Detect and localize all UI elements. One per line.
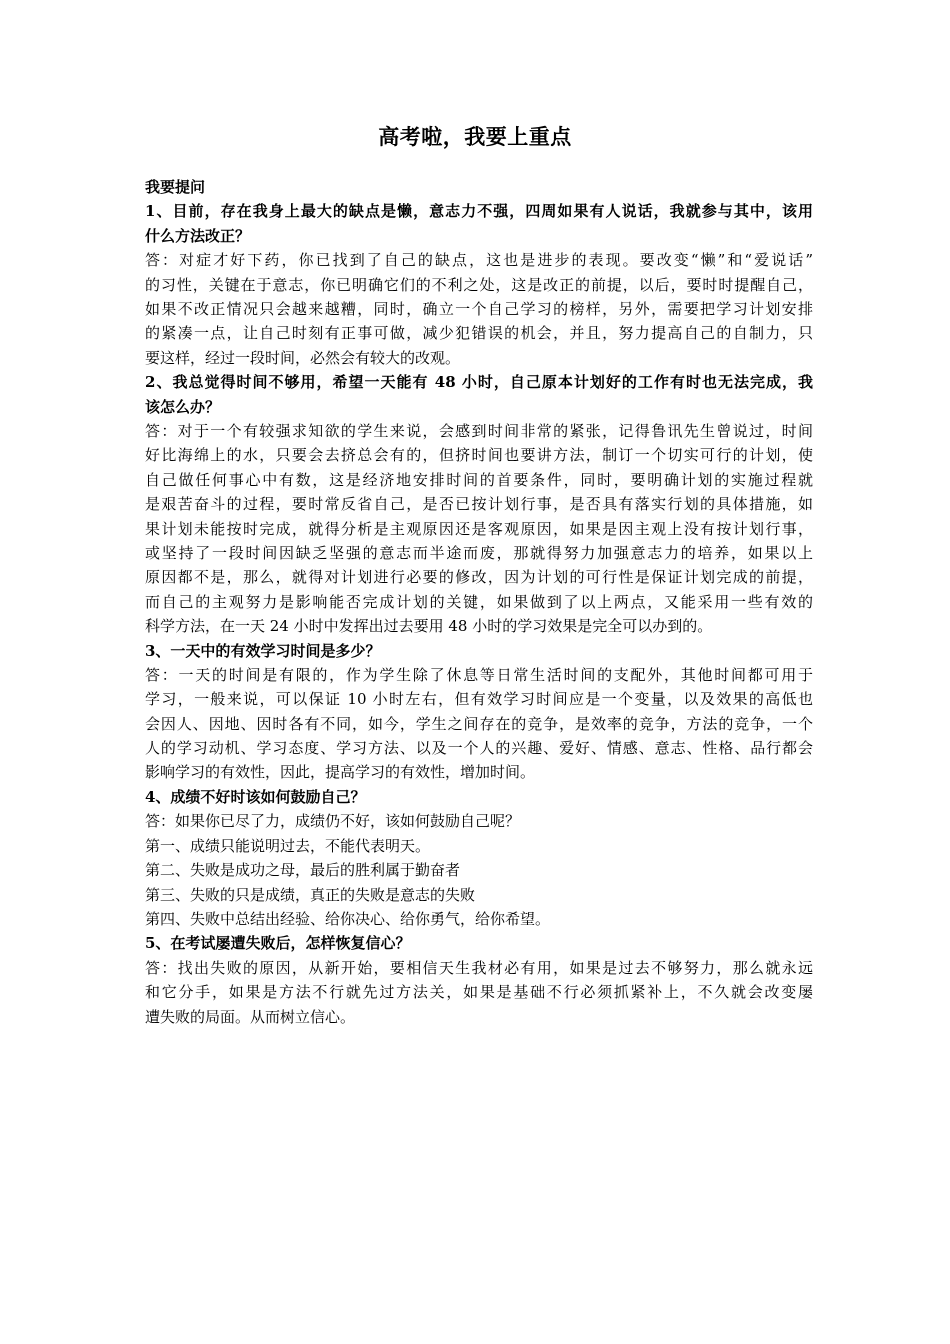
- answer-line: 答：对于一个有较强求知欲的学生来说，会感到时间非常的紧张，记得鲁讯先生曾说过，时间: [145, 421, 813, 440]
- answer-line: 原因都不是，那么，就得对计划进行必要的修改，因为计划的可行性是保证计划完成的前提，: [145, 568, 813, 587]
- answer-line: 第二、失败是成功之母，最后的胜利属于勤奋者: [145, 861, 461, 880]
- question-line: 该怎么办？: [145, 397, 221, 416]
- answer-line: 第四、失败中总结出经验、给你决心、给你勇气，给你希望。: [145, 909, 551, 928]
- question-line: 3、一天中的有效学习时间是多少？: [145, 641, 381, 660]
- answer-line: 果计划未能按时完成，就得分析是主观原因还是客观原因，如果是因主观上没有按计划行事，: [145, 519, 813, 538]
- question-line: 我要提问: [145, 178, 206, 196]
- answer-line: 答：如果你已尽了力，成绩仍不好，该如何鼓励自己呢？: [145, 812, 521, 831]
- answer-line: 第三、失败的只是成绩，真正的失败是意志的失败: [145, 885, 476, 904]
- question-line: 5、在考试屡遭失败后，怎样恢复信心？: [145, 934, 411, 953]
- answer-line: 会因人、因地、因时各有不同，如今，学生之间存在的竞争，是效率的竞争，方法的竞争，一个: [145, 714, 813, 733]
- question-line: 4、成绩不好时该如何鼓励自己？: [145, 787, 366, 806]
- answer-line: 的紧凑一点，让自己时刻有正事可做，减少犯错误的机会，并且，努力提高自己的自制力，只: [145, 324, 813, 343]
- question-line: 1、目前，存在我身上最大的缺点是懒，意志力不强，四周如果有人说话，我就参与其中，该用: [145, 202, 813, 221]
- answer-line: 和它分手，如果是方法不行就先过方法关，如果是基础不行必须抓紧补上，不久就会改变屡: [145, 983, 813, 1002]
- question-line: 2、我总觉得时间不够用，希望一天能有 48 小时，自己原本计划好的工作有时也无法完成，我: [145, 373, 813, 392]
- answer-line: 自己做任何事心中有数，这是经济地安排时间的首要条件，同时，要明确计划的实施过程就: [145, 470, 813, 489]
- answer-line: 要这样，经过一段时间，必然会有较大的改观。: [145, 348, 461, 367]
- answer-line: 而自己的主观努力是影响能否完成计划的关键，如果做到了以上两点，又能采用一些有效的: [145, 592, 813, 611]
- answer-line: 遭失败的局面。从而树立信心。: [145, 1007, 356, 1026]
- answer-line: 人的学习动机、学习态度、学习方法、以及一个人的兴趣、爱好、情感、意志、性格、品行都会: [145, 739, 813, 758]
- answer-line: 如果不改正情况只会越来越糟，同时，确立一个自己学习的榜样，另外，需要把学习计划安排: [145, 299, 813, 318]
- question-line: 什么方法改正？: [145, 226, 251, 245]
- answer-line: 答：找出失败的原因，从新开始，要相信天生我材必有用，如果是过去不够努力，那么就永远: [145, 958, 813, 977]
- answer-line: 好比海绵上的水，只要会去挤总会有的，但挤时间也要讲方法，制订一个切实可行的计划，使: [145, 446, 813, 465]
- answer-line: 学习，一般来说，可以保证 10 小时左右，但有效学习时间应是一个变量，以及效果的高低也: [145, 690, 813, 709]
- answer-line: 的习性，关键在于意志，你已明确它们的不利之处，这是改正的前提，以后，要时时提醒自己，: [145, 275, 813, 294]
- answer-line: 第一、成绩只能说明过去，不能代表明天。: [145, 836, 431, 855]
- page-title: 高考啦，我要上重点: [378, 124, 572, 149]
- answer-line: 影响学习的有效性，因此，提高学习的有效性，增加时间。: [145, 763, 536, 782]
- answer-line: 科学方法，在一天 24 小时中发挥出过去要用 48 小时的学习效果是完全可以办到的。: [145, 617, 713, 636]
- answer-line: 或坚持了一段时间因缺乏坚强的意志而半途而废，那就得努力加强意志力的培养，如果以上: [145, 543, 813, 562]
- answer-line: 是艰苦奋斗的过程，要时常反省自己，是否已按计划行事，是否具有落实行划的具体措施，如: [145, 495, 813, 514]
- answer-line: 答：一天的时间是有限的，作为学生除了休息等日常生活时间的支配外，其他时间都可用于: [145, 665, 813, 684]
- document-body: [145, 175, 813, 1029]
- answer-line: 答：对症才好下药，你已找到了自己的缺点，这也是进步的表现。要改变“懒”和“爱说话”: [145, 251, 813, 270]
